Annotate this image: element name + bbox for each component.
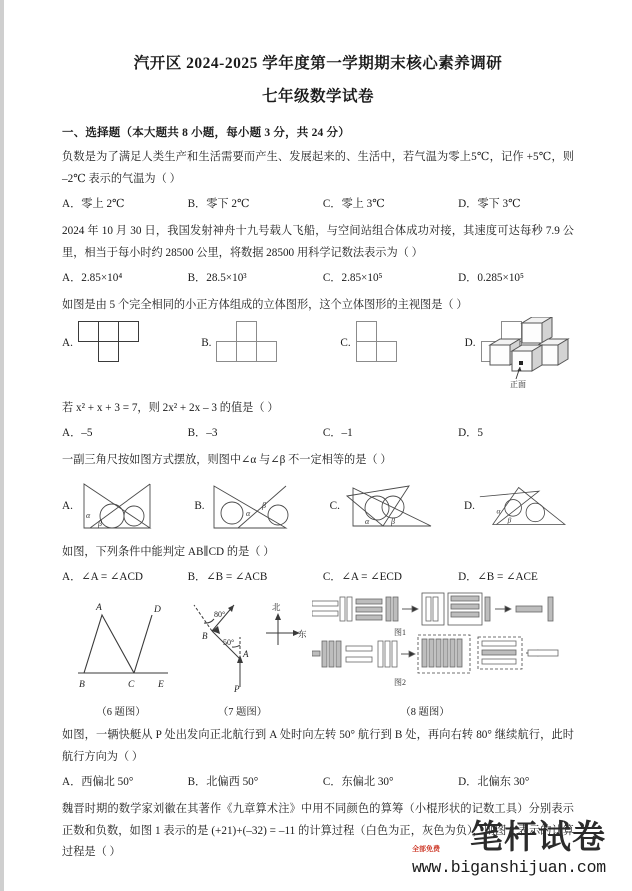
option-c-label: C. [329, 499, 340, 512]
svg-text:A: A [243, 649, 249, 660]
watermark-url: www.biganshijuan.com [411, 858, 606, 877]
section-heading: 一、选择题（本大题共 8 小题，每小题 3 分，共 24 分） [62, 127, 350, 140]
question-7-text: 如图，一辆快艇从 P 处出发向正北航行到 A 处时向左转 50° 航行到 B 处，再向右转 80° 继续航行，此时航行方向为（ ） [62, 729, 574, 763]
option-b-label: B. [194, 499, 205, 512]
question-7-options [62, 773, 574, 792]
question-3-options [62, 321, 574, 391]
figure-q7 [190, 593, 308, 693]
option-a[interactable] [62, 480, 194, 532]
figure-q8 [312, 589, 562, 694]
option-d-label: D. [464, 336, 476, 349]
question-3-text: 如图是由 5 个完全相同的小正方体组成的立体图形，这个立体图形的主视图是（ ） [62, 299, 468, 312]
svg-text:北: 北 [272, 602, 281, 613]
front-view-b [216, 321, 282, 365]
option-b[interactable]: B．北偏西 50° [187, 776, 259, 789]
question-6-options [62, 568, 574, 587]
ruler-figure-d [478, 480, 574, 532]
svg-text:α: α [245, 508, 250, 518]
watermark-free-tag: 全部免费 [412, 845, 440, 853]
question-2-options [62, 269, 574, 288]
ruler-figure-a [76, 480, 180, 532]
question-8-text: 魏晋时期的数学家刘徽在其著作《九章算术注》中用不同颜色的算筹（小棍形状的记数工具）分别表示正数和负数，如图 1 表示的是 (+21)+(–32) = –11 的计算过程（白色为正，灰色为负），则图 2 表示的计算过程是（ ） [62, 803, 574, 859]
svg-text:β: β [507, 515, 512, 525]
page-title: 汽开区 2024-2025 学年度第一学期期末核心素养调研 [133, 55, 503, 72]
option-d-label: D. [464, 499, 475, 512]
svg-text:B: B [79, 680, 85, 691]
option-a[interactable] [62, 321, 201, 365]
option-a[interactable]: A．–5 [62, 427, 93, 440]
question-4-text: 若 x² + x + 3 = 7，则 2x² + 2x – 3 的值是（ ） [62, 401, 279, 414]
option-d[interactable]: D．零下 3℃ [458, 198, 521, 211]
option-b[interactable]: B．零下 2℃ [187, 198, 250, 211]
question-2-text: 2024 年 10 月 30 日，我国发射神舟十九号载人飞船，与空间站组合体成功对接，其速度可达每秒 7.9 公里，相当于每小时约 28500 公里，将数据 28500 用科学记数法表示为（ ） [62, 225, 574, 259]
question-5-text: 一副三角尺按如图方式摆放，则图中∠α 与∠β 不一定相等的是（ ） [62, 454, 392, 467]
front-face-label: 正面 [510, 379, 526, 389]
svg-text:D: D [154, 605, 161, 616]
caption-q8: （8 题图） [400, 707, 450, 719]
svg-text:A: A [96, 603, 102, 614]
option-a[interactable]: A．∠A = ∠ACD [62, 571, 143, 584]
question-1-text: 负数是为了满足人类生产和生活需要而产生、发展起来的、生活中，若气温为零上5℃，记作 +5℃，则 –2℃ 表示的气温为（ ） [62, 151, 574, 185]
svg-text:α: α [496, 506, 501, 516]
figure2-label: 图2 [394, 678, 406, 688]
question-4-options [62, 424, 574, 443]
option-a-label: A. [62, 499, 73, 512]
question-1-options [62, 195, 574, 214]
svg-text:C: C [128, 680, 135, 691]
option-b[interactable] [194, 480, 329, 532]
front-view-c [356, 321, 402, 365]
front-view-a [78, 321, 144, 365]
option-b[interactable]: B．∠B = ∠ACB [187, 571, 268, 584]
svg-text:α: α [364, 516, 370, 526]
question-6-text: 如图，下列条件中能判定 AB∥CD 的是（ ） [62, 545, 275, 558]
figure-captions [62, 703, 574, 718]
option-c[interactable]: C．零上 3℃ [322, 198, 385, 211]
svg-text:β: β [261, 500, 266, 510]
option-a[interactable]: A．西偏北 50° [62, 776, 134, 789]
option-c[interactable]: C．∠A = ∠ECD [322, 571, 402, 584]
figure1-label: 图1 [394, 628, 406, 638]
option-b[interactable]: B．28.5×10³ [187, 272, 247, 285]
option-b[interactable]: B．–3 [187, 427, 218, 440]
svg-text:β: β [97, 518, 102, 528]
ruler-figure-b [208, 480, 312, 532]
option-c[interactable]: C．2.85×10⁵ [322, 272, 383, 285]
svg-text:50°: 50° [223, 638, 235, 648]
svg-text:B: B [202, 631, 208, 642]
option-b-label: B. [201, 336, 212, 349]
svg-text:P: P [234, 684, 240, 694]
page-subtitle: 七年级数学试卷 [261, 88, 374, 106]
svg-text:80°: 80° [214, 610, 226, 620]
svg-text:E: E [158, 680, 164, 691]
option-c-label: C. [340, 336, 351, 349]
option-c[interactable] [340, 321, 464, 365]
option-d[interactable]: D．北偏东 30° [458, 776, 530, 789]
question-5-options [62, 477, 574, 535]
option-a-label: A. [62, 336, 73, 349]
figures-row [62, 593, 574, 701]
watermark-brand: 笔杆试卷 [470, 817, 606, 856]
option-c[interactable]: C．东偏北 30° [322, 776, 394, 789]
svg-text:α: α [85, 510, 91, 520]
option-d[interactable] [464, 480, 574, 532]
option-c[interactable] [330, 480, 464, 532]
option-a[interactable]: A．零上 2℃ [62, 198, 125, 211]
ruler-figure-c [343, 480, 447, 532]
figure-q6 [72, 595, 182, 691]
option-c[interactable]: C．–1 [322, 427, 353, 440]
option-d[interactable]: D．∠B = ∠ACE [458, 571, 538, 584]
svg-text:β: β [390, 516, 395, 526]
solid-figure-q3 [476, 317, 580, 393]
option-d[interactable]: D．5 [458, 427, 483, 440]
option-d[interactable]: D．0.285×10⁵ [458, 272, 524, 285]
caption-q6: （6 题图） [96, 707, 146, 719]
watermark [398, 811, 606, 877]
option-b[interactable] [201, 321, 340, 365]
svg-text:东: 东 [298, 629, 307, 640]
caption-q7: （7 题图） [217, 707, 268, 719]
option-a[interactable]: A．2.85×10⁴ [62, 272, 123, 285]
